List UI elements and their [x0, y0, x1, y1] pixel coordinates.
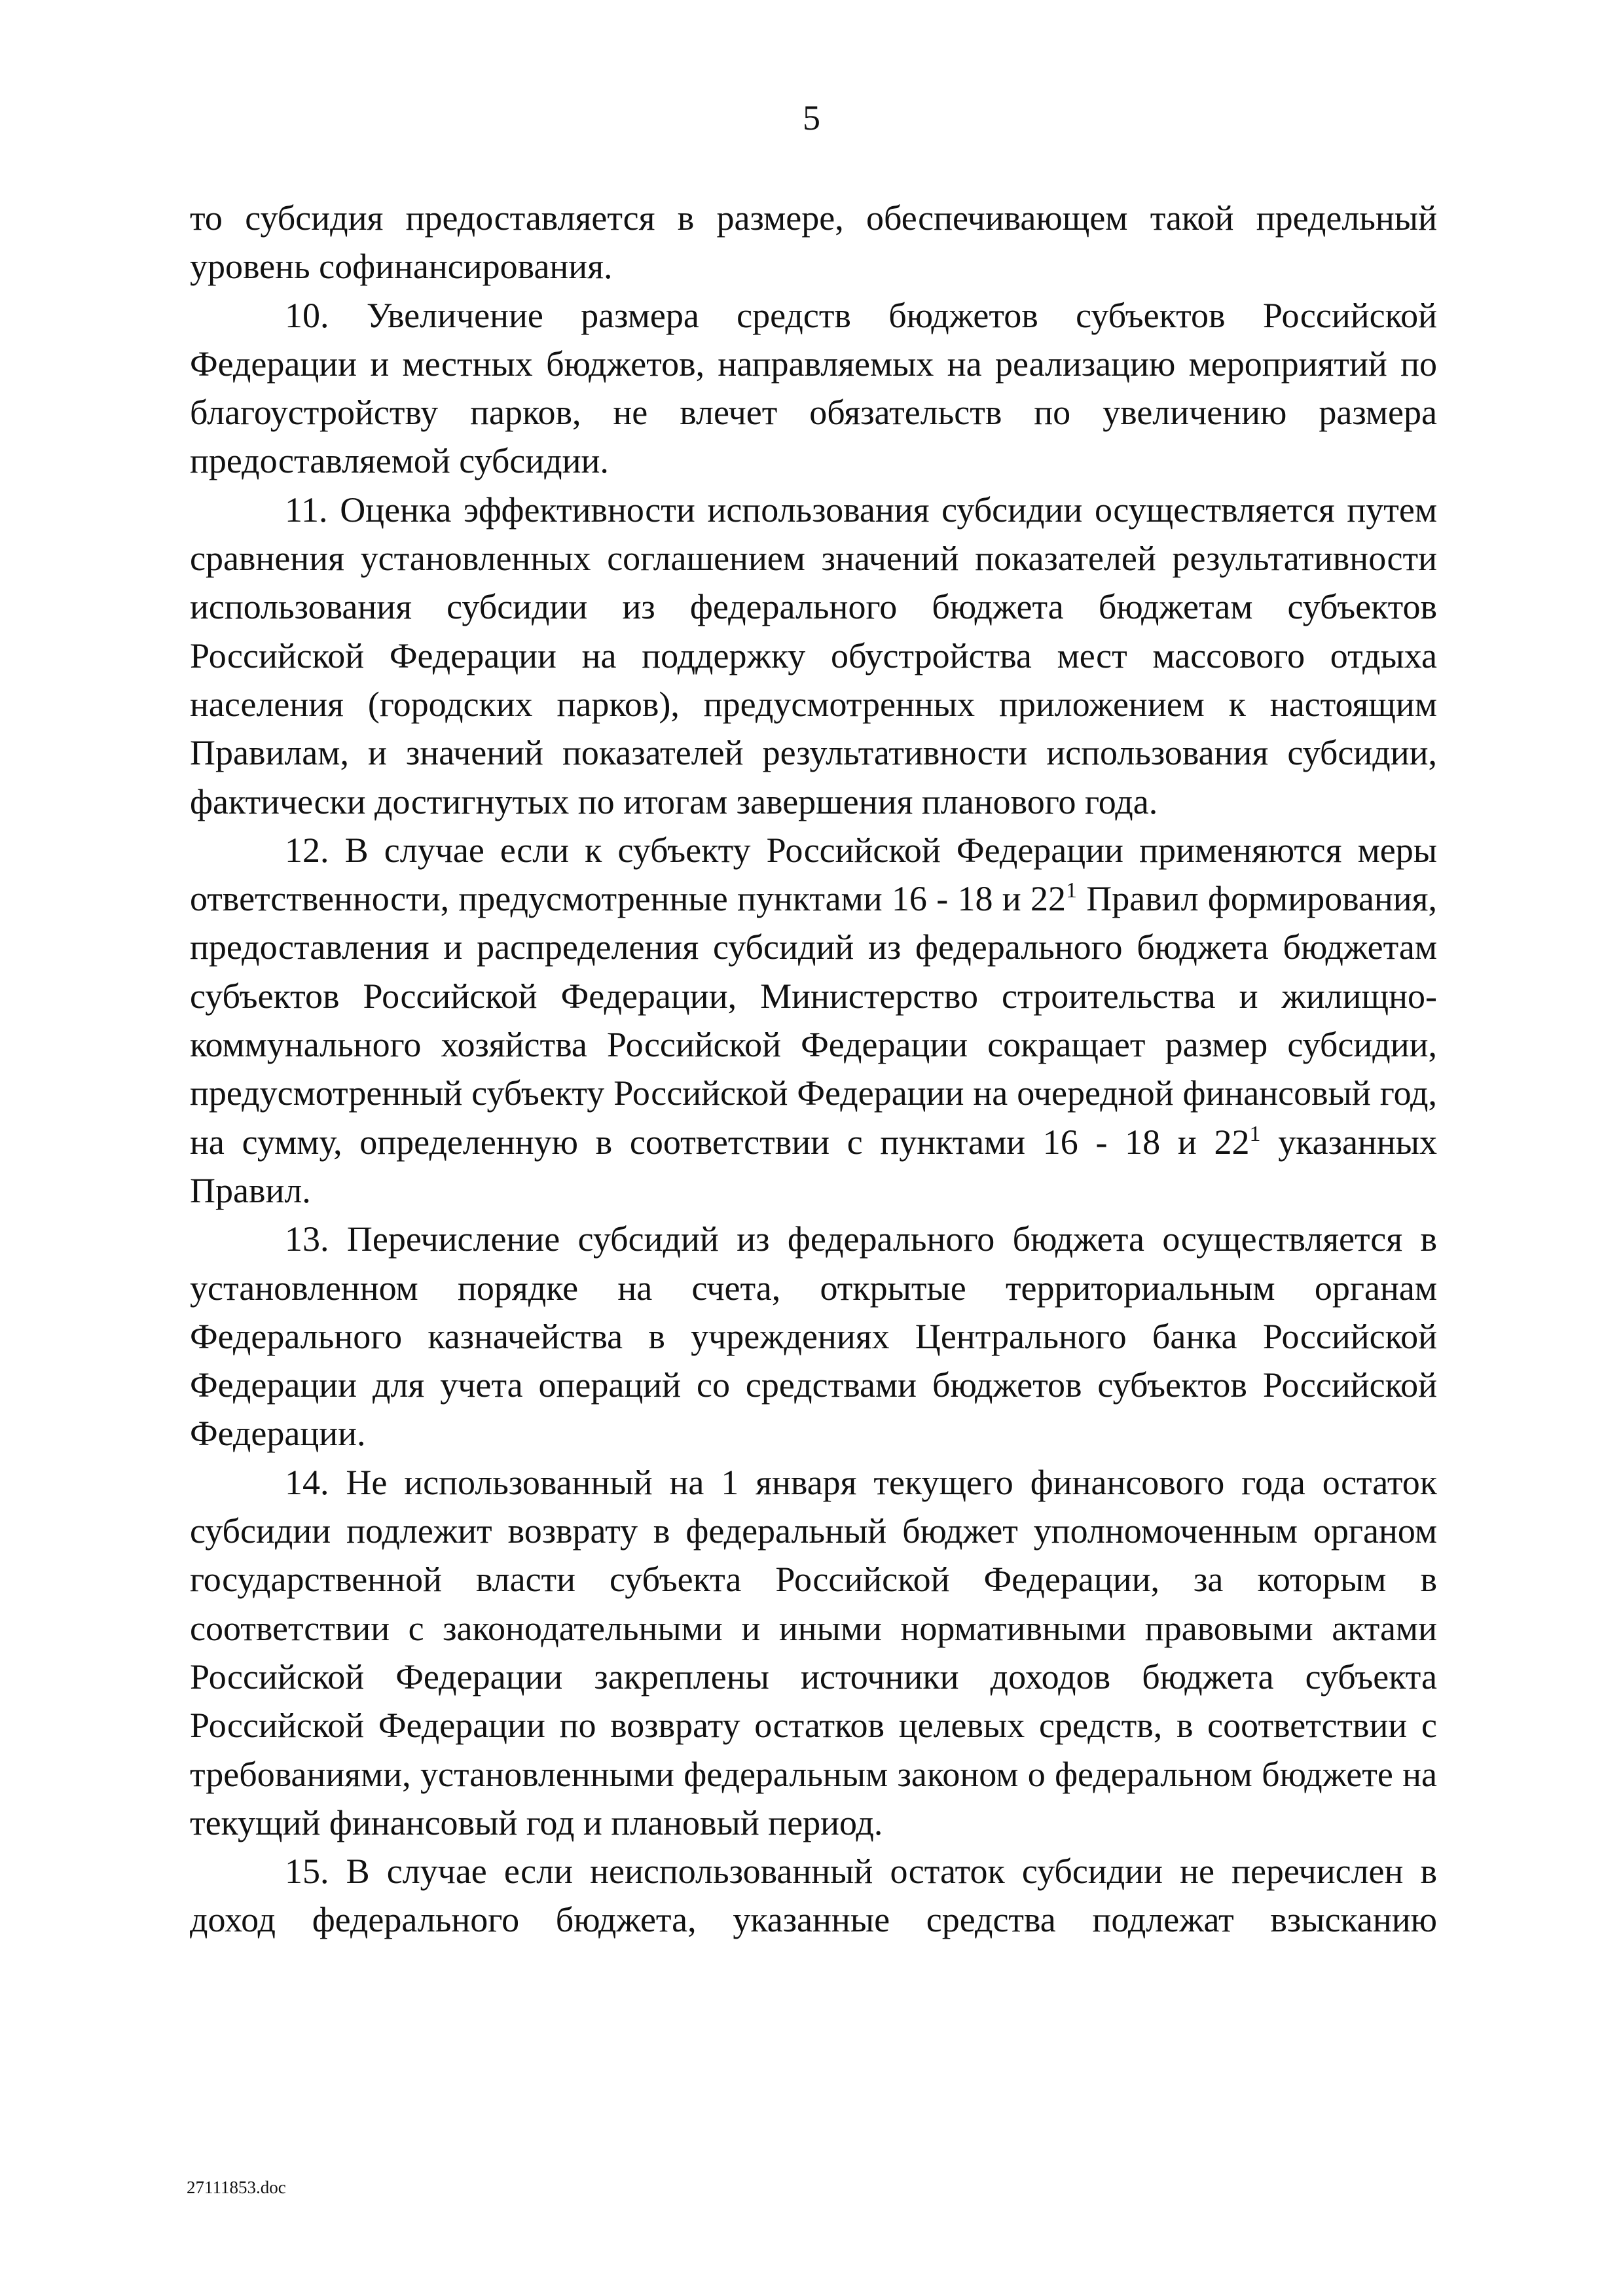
page-number: 5 [803, 98, 820, 137]
paragraph-12-superscript-b: 1 [1249, 1121, 1261, 1146]
paragraph-12-text-b: Правил формирования, предоставления и распределения субсидий из федерального бюджета бюджетам субъектов Российской Федерации, Министерство строительства и жилищно-коммунального хозяйства Российской Федерации сокращает размер субсидии, предусмотренный субъекту Российской Федерации на очередной финансовый год, на сумму, определенную в соответствии с пунктами 16 - 18 и 22 [190, 879, 1438, 1162]
paragraph-12 [190, 826, 1437, 1215]
document-body [190, 194, 1437, 1945]
footer-doc-id: 27111853.doc [187, 2178, 286, 2197]
paragraph-11: 11. Оценка эффективности использования субсидии осуществляется путем сравнения установленных соглашением значений показателей результативности использования субсидии из федерального бюджета бюджетам субъектов Российской Федерации на поддержку обустройства мест массового отдыха населения (городских парков), предусмотренных приложением к настоящим Правилам, и значений показателей результативности использования субсидии, фактически достигнутых по итогам завершения планового года. [190, 490, 1437, 821]
paragraph-14: 14. Не использованный на 1 января текущего финансового года остаток субсидии подлежит возврату в федеральный бюджет уполномоченным органом государственной власти субъекта Российской Федерации, за которым в соответствии с законодательными и иными нормативными правовыми актами Российской Федерации закреплены источники доходов бюджета субъекта Российской Федерации по возврату остатков целевых средств, в соответствии с требованиями, установленными федеральным законом о федеральном бюджете на текущий финансовый год и плановый период. [190, 1462, 1437, 1842]
paragraph-12-text-a: 12. В случае если к субъекту Российской Федерации применяются меры ответственности, предусмотренные пунктами 16 - 18 и 22 [190, 830, 1437, 919]
paragraph-15: 15. В случае если неиспользованный остаток субсидии не перечислен в доход федерального бюджета, указанные средства подлежат взысканию [190, 1852, 1437, 1940]
paragraph-12-text-c: указанных Правил. [190, 1122, 1437, 1210]
paragraph-9-continuation: то субсидия предоставляется в размере, обеспечивающем такой предельный уровень софинансирования. [190, 198, 1437, 287]
paragraph-13: 13. Перечисление субсидий из федерального бюджета осуществляется в установленном порядке на счета, открытые территориальным органам Федерального казначейства в учреждениях Центрального банка Российской Федерации для учета операций со средствами бюджетов субъектов Российской Федерации. [190, 1219, 1437, 1454]
paragraph-10: 10. Увеличение размера средств бюджетов субъектов Российской Федерации и местных бюджетов, направляемых на реализацию мероприятий по благоустройству парков, не влечет обязательств по увеличению размера предоставляемой субсидии. [190, 295, 1437, 481]
paragraph-12-superscript-a: 1 [1065, 878, 1077, 903]
